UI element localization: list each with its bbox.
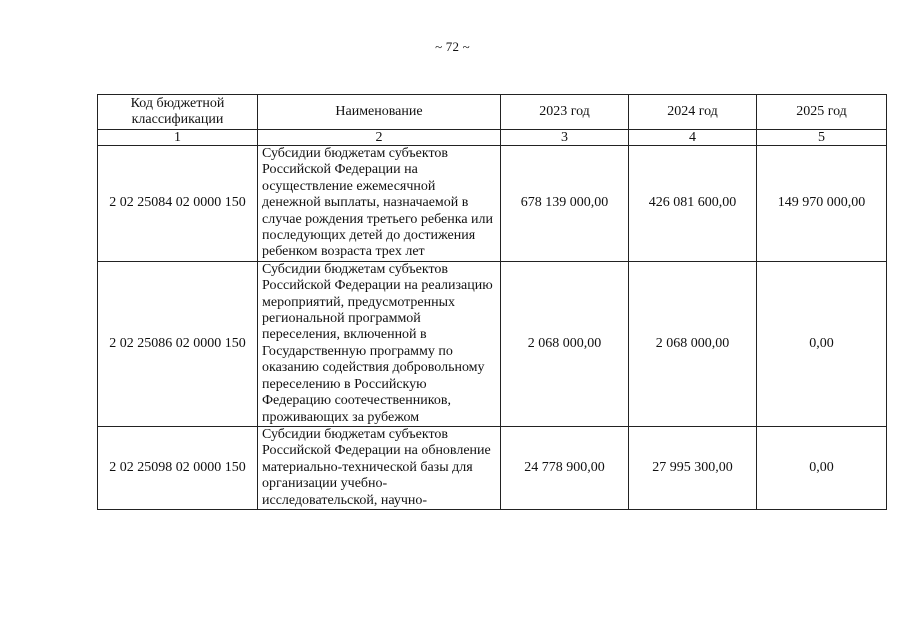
header-budget-code: Код бюджетной классификации (98, 95, 258, 130)
amount-2025-cell: 0,00 (757, 426, 887, 509)
amount-2024-cell: 426 081 600,00 (629, 146, 757, 262)
column-number: 1 (98, 130, 258, 146)
name-cell: Субсидии бюджетам субъектов Российской Федерации на осуществление ежемесячной денежной выплаты, назначаемой в случае рождения третьего ребенка или последующих детей до достижения ребенком возраста трех лет (258, 146, 501, 262)
amount-2025-cell: 0,00 (757, 261, 887, 426)
column-number: 5 (757, 130, 887, 146)
budget-code-cell: 2 02 25098 02 0000 150 (98, 426, 258, 509)
header-name: Наименование (258, 95, 501, 130)
table-header-row (98, 95, 887, 130)
budget-code-cell: 2 02 25086 02 0000 150 (98, 261, 258, 426)
amount-2023-cell: 24 778 900,00 (501, 426, 629, 509)
amount-2024-cell: 2 068 000,00 (629, 261, 757, 426)
column-number: 2 (258, 130, 501, 146)
amount-2023-cell: 2 068 000,00 (501, 261, 629, 426)
amount-2023-cell: 678 139 000,00 (501, 146, 629, 262)
header-year-2024: 2024 год (629, 95, 757, 130)
name-cell: Субсидии бюджетам субъектов Российской Федерации на обновление материально-технической базы для организации учебно-исследовательской, научно- (258, 426, 501, 509)
amount-2024-cell: 27 995 300,00 (629, 426, 757, 509)
column-number: 3 (501, 130, 629, 146)
header-year-2025: 2025 год (757, 95, 887, 130)
table-row (98, 261, 887, 426)
header-year-2023: 2023 год (501, 95, 629, 130)
column-number: 4 (629, 130, 757, 146)
amount-2025-cell: 149 970 000,00 (757, 146, 887, 262)
budget-code-cell: 2 02 25084 02 0000 150 (98, 146, 258, 262)
column-number-row (98, 130, 887, 146)
budget-table (97, 94, 887, 510)
name-cell: Субсидии бюджетам субъектов Российской Федерации на реализацию мероприятий, предусмотренных региональной программой переселения, включенной в Государственную программу по оказанию содействия добровольному переселению в Российскую Федерацию соотечественников, проживающих за рубежом (258, 261, 501, 426)
table-row (98, 146, 887, 262)
page-number: ~ 72 ~ (435, 39, 470, 54)
table-row (98, 426, 887, 509)
